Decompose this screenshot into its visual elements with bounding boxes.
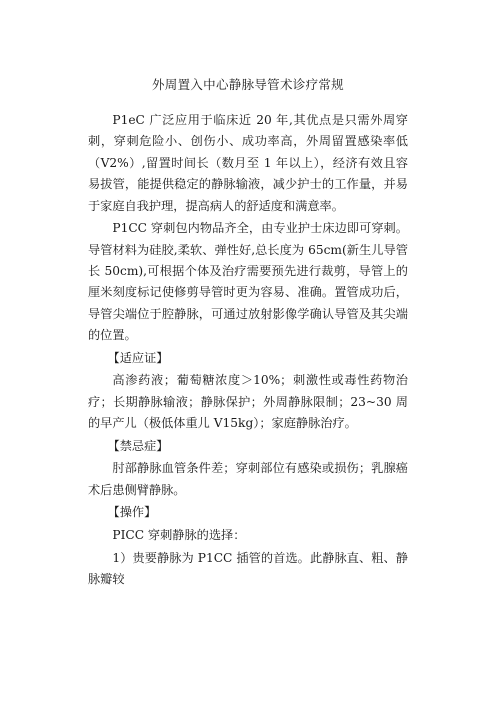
section-heading-indications: 【适应证】 xyxy=(107,350,169,365)
paragraph-contraindications: 肘部静脉血管条件差；穿刺部位有感染或损伤；乳腺癌术后患侧臂静脉。 xyxy=(88,461,408,497)
document-title: 外周置入中心静脉导管术诊疗常规 xyxy=(151,77,344,92)
paragraph-indications: 高渗药液；葡萄糖浓度＞10%；刺激性或毒性药物治疗；长期静脉输液；静脉保护；外周静脉限制；23~30 周的早产儿（极低体重儿 V15kg）；家庭静脉治疗。 xyxy=(88,373,408,431)
section-heading-operation: 【操作】 xyxy=(107,505,157,520)
paragraph-kit-description: P1CC 穿刺包内物品齐全，由专业护士床边即可穿刺。导管材料为硅胶,柔软、弹性好,总长度为 65cm(新生儿导管长 50cm),可根据个体及治疗需要预先进行裁剪，导管上的厘米刻度标记使修剪导管时更为容易、准确。置管成功后，导管尖端位于腔静脉，可通过放射影像学确认导管及其尖端的位置。 xyxy=(88,221,408,343)
section-heading-contraindications: 【禁忌症】 xyxy=(107,438,169,453)
paragraph-vein-selection: PICC 穿刺静脉的选择： xyxy=(112,528,246,543)
document-body xyxy=(88,110,408,592)
paragraph-intro: P1eC 广泛应用于临床近 20 年,其优点是只需外周穿刺，穿刺危险小、创伤小、成功率高，外周留置感染率低（V2%）,留置时间长（数月至 1 年以上），经济有效且容易拔管，能提供稳定的静脉输液，减少护士的工作量，并易于家庭自我护理，提高病人的舒适度和满意率。 xyxy=(88,113,408,213)
paragraph-basilic-vein: 1）贵要静脉为 P1CC 插管的首选。此静脉直、粗、静脉瓣较 xyxy=(88,550,408,587)
